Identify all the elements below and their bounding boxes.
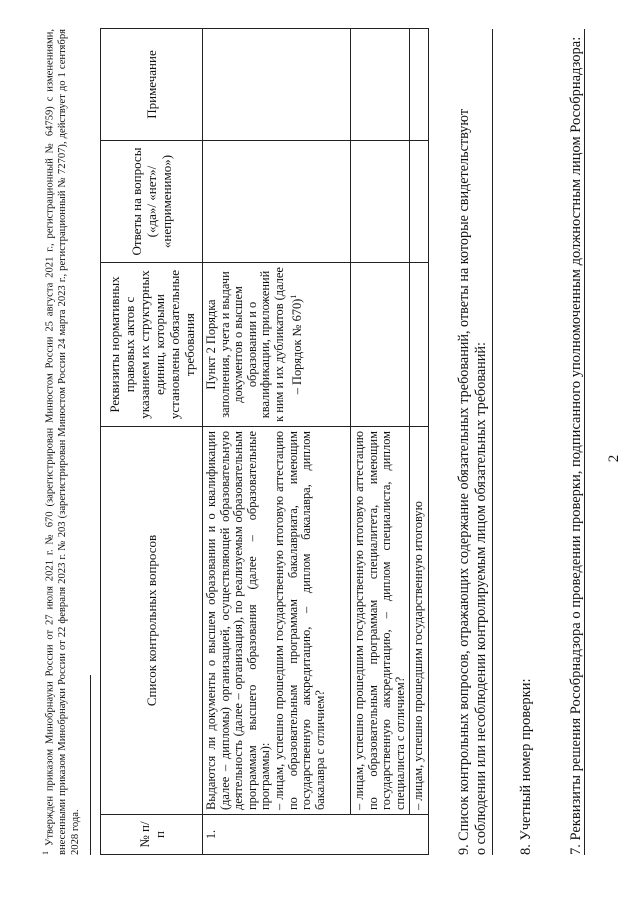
- question-sub-2: – лицам, успешно прошедшим государственную итоговую аттестацию по образовательным программам специалитета, имеющим государственную аккредитацию, – диплом специалиста, диплом специалиста с отличием?: [351, 427, 410, 815]
- question-sub-3: – лицам, успешно прошедшим государственную итоговую: [410, 427, 429, 815]
- table-header-row: [101, 29, 203, 855]
- header-questions: Список контрольных вопросов: [101, 427, 203, 815]
- requisites-cell: [203, 263, 351, 427]
- footnote-number: 1: [41, 851, 50, 855]
- answer-cell[interactable]: [203, 141, 351, 263]
- requisites-text: Пункт 2 Порядка заполнения, учета и выдачи документов о высшем образовании и о квалификации, приложений к ним и их дубликатов (далее – Порядок № 670): [204, 267, 304, 422]
- footnote: [40, 29, 82, 855]
- question-cell: [203, 427, 351, 815]
- item-9-text: [456, 29, 490, 855]
- note-cell[interactable]: [410, 29, 429, 141]
- question-sub-1: – лицам, успешно прошедшим государственную итоговую аттестацию по образовательным программам бакалавриата, имеющим государственную аккредитацию, – диплом бакалавра, диплом бакалавра с отличием?: [271, 431, 327, 810]
- item-8-text: 8. Учетный номер проверки:: [518, 678, 534, 855]
- item-7-text: 7. Реквизиты решения Рособрнадзора о проведении проверки, подписанного уполномоченным должностным лицом Рособрнадзора:: [568, 36, 584, 855]
- item-9-line-1: 9. Список контрольных вопросов, отражающих содержание обязательных требований, ответы на которые свидетельствуют: [456, 108, 472, 855]
- item-7-blank-line: [584, 29, 585, 855]
- answer-cell[interactable]: [410, 141, 429, 263]
- footnote-text: Утвержден приказом Минобрнауки России от 27 июля 2021 г. № 670 (зарегистрирован Минюстом России 25 августа 2021 г., регистрационный № 64759) с изменениями, внесенными приказом Минобрнауки России от 22 февраля 2023 г. № 203 (зарегистрирован Минюстом России 24 марта 2023 г., регистрационный № 72707), действует до 1 сентября 2028 года.: [44, 29, 81, 855]
- footnote-separator: [90, 675, 91, 855]
- question-main: Выдаются ли документы о высшем образовании и о квалификации (далее – дипломы) организацией, осуществляющей образовательную деятельность (далее – организация), по реализуемым образовательным программам высшего образования (далее – образовательные программы):: [204, 431, 273, 810]
- footnote-marker: 1: [288, 294, 298, 299]
- item-9-line-2: о соблюдении или несоблюдении контролируемым лицом обязательных требований:: [473, 342, 489, 855]
- item-8-blank-line: [492, 29, 493, 855]
- table-row: [351, 29, 410, 855]
- requisites-cell-empty: [351, 263, 410, 427]
- checklist-table: [100, 28, 429, 855]
- requisites-cell-empty: [410, 263, 429, 427]
- row-num: 1.: [203, 815, 429, 855]
- page-number: 2: [606, 454, 622, 463]
- table-row: [410, 29, 429, 855]
- header-answers: Ответы на вопросы («да»/ «нет»/ «неприменимо»): [101, 141, 203, 263]
- header-note: Примечание: [101, 29, 203, 141]
- note-cell[interactable]: [351, 29, 410, 141]
- answer-cell[interactable]: [351, 141, 410, 263]
- header-num: № п/п: [101, 815, 203, 855]
- header-requisites: Реквизиты нормативных правовых актов с указанием их структурных единиц, которыми установлены обязательные требования: [101, 263, 203, 427]
- table-row: [203, 29, 351, 855]
- note-cell[interactable]: [203, 29, 351, 141]
